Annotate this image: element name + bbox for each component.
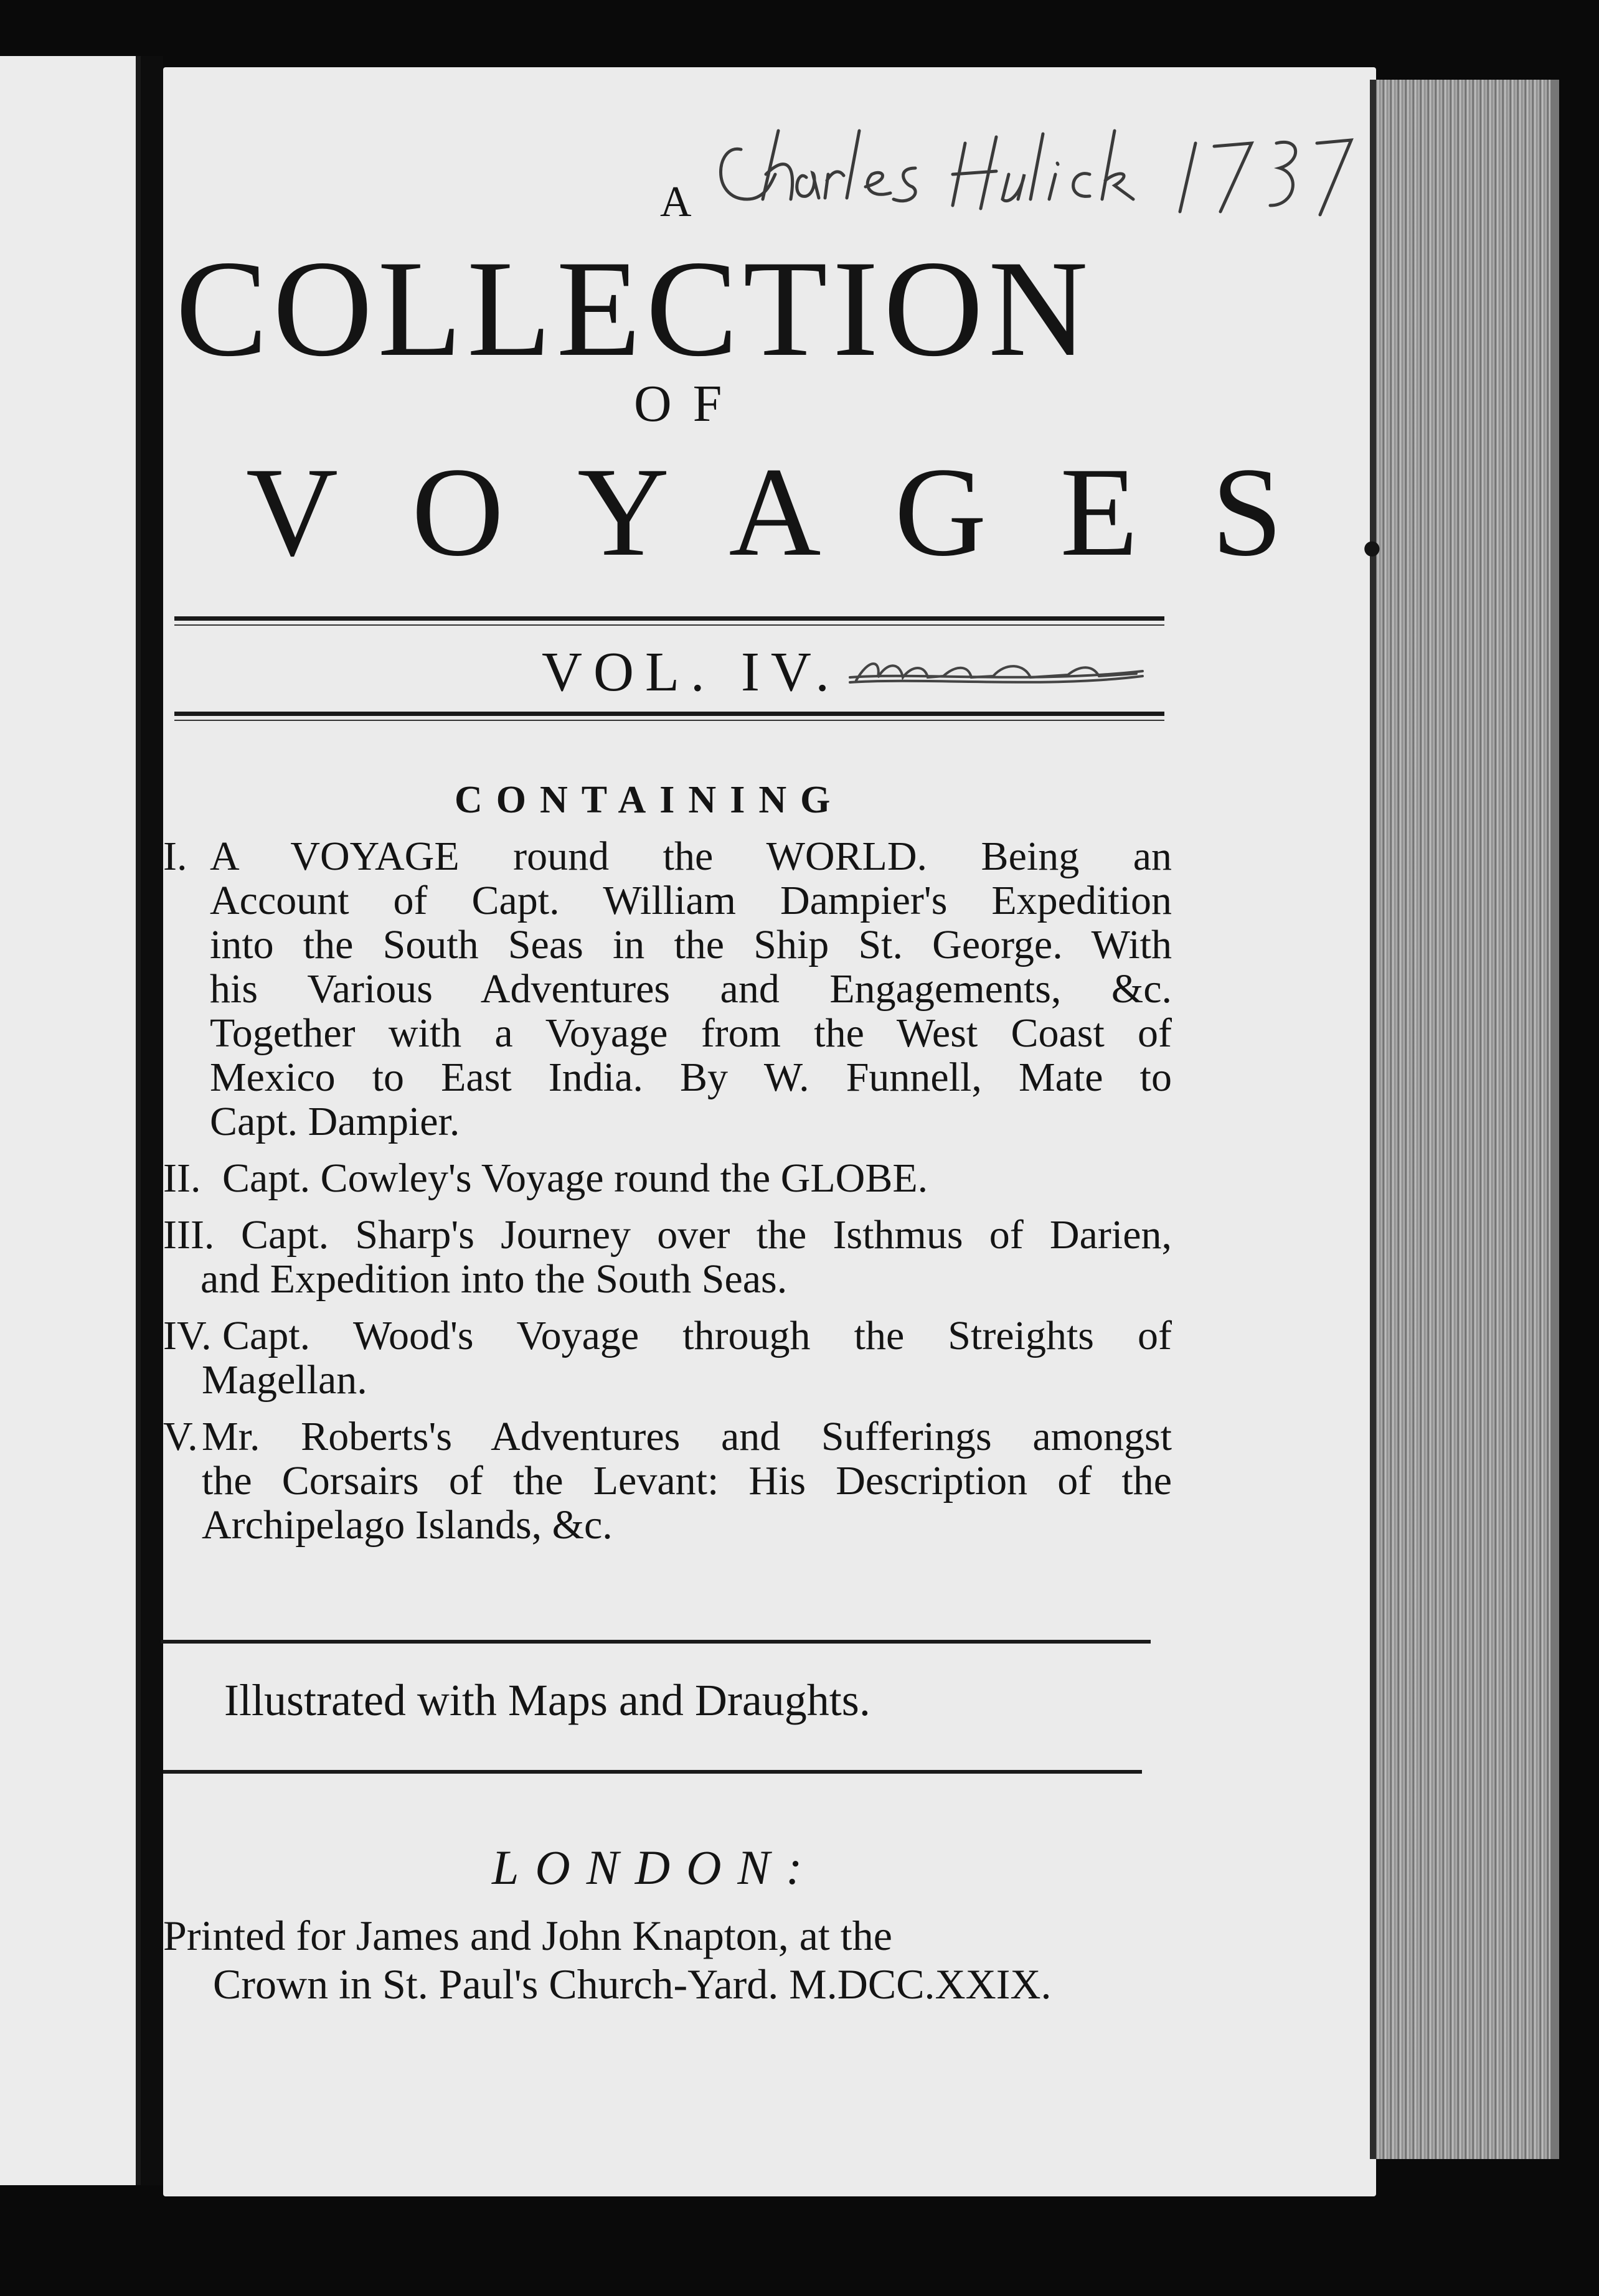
contents-item — [163, 1156, 1172, 1200]
contents-item — [163, 1414, 1172, 1547]
item-number: IV. — [163, 1313, 212, 1358]
rule-upper — [174, 616, 1164, 621]
item-line: Capt. Wood's Voyage through the Streights of — [222, 1313, 1172, 1358]
illustrated-note: Illustrated with Maps and Draughts. — [224, 1675, 870, 1725]
book-gutter — [141, 56, 163, 2185]
item-line: into the South Seas in the Ship St. George. With — [210, 922, 1172, 967]
item-line: Capt. Sharp's Journey over the Isthmus of Darien, — [241, 1212, 1172, 1258]
imprint-line-2: Crown in St. Paul's Church-Yard. M.DCC.XXIX. — [213, 1960, 1052, 2008]
imprint-line-1: Printed for James and John Knapton, at the — [163, 1912, 892, 1959]
imprint — [163, 1911, 1159, 2008]
item-line: the Corsairs of the Levant: His Description of the — [202, 1458, 1172, 1503]
item-line: Magellan. — [202, 1357, 367, 1403]
item-line: Capt. Cowley's Voyage round the GLOBE. — [222, 1155, 928, 1201]
item-number: II. — [163, 1155, 201, 1201]
item-line: Capt. Dampier. — [210, 1099, 460, 1144]
title-article: A — [660, 178, 693, 226]
page-edges — [1370, 80, 1559, 2159]
item-line: Account of Capt. William Dampier's Expedition — [210, 878, 1172, 923]
contents-item — [163, 834, 1172, 1144]
item-number: V. — [163, 1414, 198, 1459]
struck-handwriting — [844, 646, 1149, 696]
item-line: Together with a Voyage from the West Coast of — [210, 1010, 1172, 1056]
item-number: III. — [163, 1212, 215, 1258]
rule-below-illustrated — [163, 1770, 1142, 1774]
containing-heading: CONTAINING — [455, 779, 844, 821]
title-of: OF — [634, 375, 743, 433]
volume-number: VOL. IV. — [542, 641, 841, 703]
rule-above-illustrated — [161, 1640, 1151, 1644]
title-voyages: VOYAGES. — [246, 441, 1461, 583]
contents-item — [163, 1213, 1172, 1301]
item-line: Archipelago Islands, &c. — [202, 1502, 613, 1548]
contents-item — [163, 1314, 1172, 1402]
handwritten-signature — [704, 106, 1364, 230]
item-line: and Expedition into the South Seas. — [200, 1256, 788, 1302]
rule-lower — [174, 712, 1164, 716]
item-number: I. — [163, 834, 187, 879]
contents-list — [163, 834, 1172, 1560]
item-line: his Various Adventures and Engagements, &c. — [210, 966, 1172, 1012]
imprint-city: LONDON: — [492, 1840, 819, 1894]
item-line: Mr. Roberts's Adventures and Sufferings amongst — [202, 1414, 1172, 1459]
item-line: Mexico to East India. By W. Funnell, Mate to — [210, 1055, 1172, 1100]
item-line: A VOYAGE round the WORLD. Being an — [210, 834, 1172, 879]
facing-page — [0, 56, 141, 2185]
title-collection: COLLECTION — [176, 232, 1093, 385]
